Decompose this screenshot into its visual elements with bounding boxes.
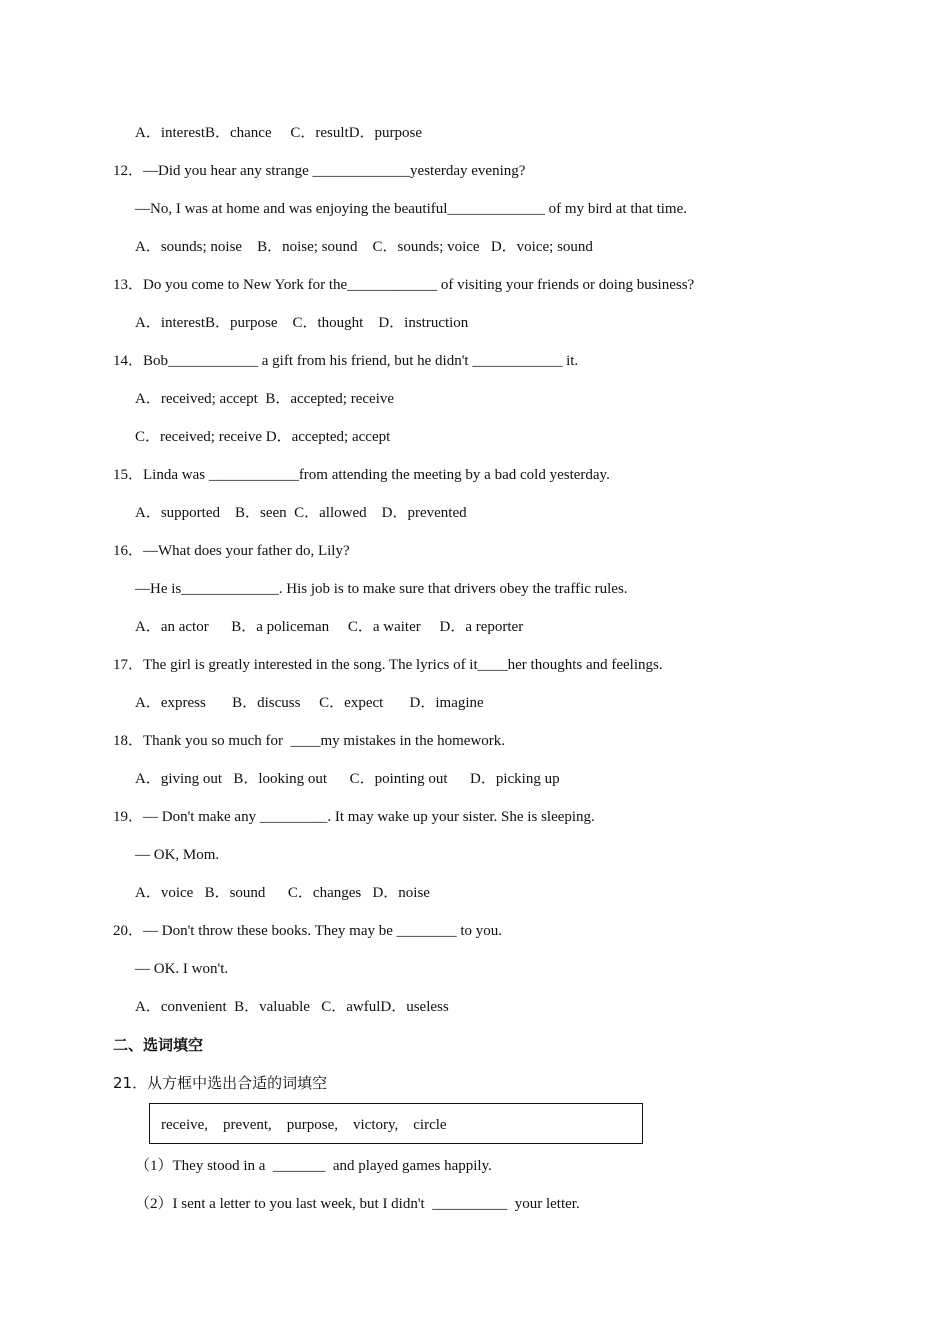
q16-options: A．an actor B．a policeman C．a waiter D．a reporter [135,619,524,635]
q19-stem: 19．— Don't make any _________. It may wake up your sister. She is sleeping. [113,809,595,825]
q12-options: A．sounds; noise B．noise; sound C．sounds; voice D．voice; sound [135,239,593,255]
section-heading: 二、选词填空 [113,1036,204,1054]
q15-options: A．supported B．seen C．allowed D．prevented [135,505,467,521]
q20-response: — OK. I won't. [135,961,229,977]
q14-stem: 14．Bob____________ a gift from his friend, but he didn't ____________ it. [113,353,579,369]
q21-item-1: （1）They stood in a _______ and played games happily. [135,1158,492,1174]
q18-options: A．giving out B．looking out C．pointing out D．picking up [135,771,560,787]
q18-stem: 18．Thank you so much for ____my mistakes in the homework. [113,733,506,749]
q17-stem: 17．The girl is greatly interested in the song. The lyrics of it____her thoughts and feelings. [113,657,663,673]
q19-options: A．voice B．sound C．changes D．noise [135,885,430,901]
q21-instruction: 21．从方框中选出合适的词填空 [113,1074,328,1092]
q21-item-2: （2）I sent a letter to you last week, but I didn't __________ your letter. [135,1196,580,1212]
q20-stem: 20．— Don't throw these books. They may be ________ to you. [113,923,503,939]
q15-stem: 15．Linda was ____________from attending the meeting by a bad cold yesterday. [113,467,610,483]
q17-options: A．express B．discuss C．expect D．imagine [135,695,484,711]
q13-stem: 13．Do you come to New York for the____________ of visiting your friends or doing business? [113,277,695,293]
word-box [149,1103,643,1144]
q12-response: —No, I was at home and was enjoying the beautiful_____________ of my bird at that time. [135,201,687,217]
q12-stem: 12．—Did you hear any strange _____________yesterday evening? [113,163,526,179]
q13-options: A．interestB．purpose C．thought D．instruction [135,315,469,331]
word-box-words: receive, prevent, purpose, victory, circle [161,1117,447,1133]
q16-stem: 16．—What does your father do, Lily? [113,543,350,559]
q11-options: A．interestB．chance C．resultD．purpose [135,125,423,141]
q20-options: A．convenient B．valuable C．awfulD．useless [135,999,449,1015]
q14-options-cd: C．received; receive D．accepted; accept [135,429,391,445]
q14-options-ab: A．received; accept B．accepted; receive [135,391,395,407]
q19-response: — OK, Mom. [135,847,220,863]
q16-response: —He is_____________. His job is to make sure that drivers obey the traffic rules. [135,581,628,597]
